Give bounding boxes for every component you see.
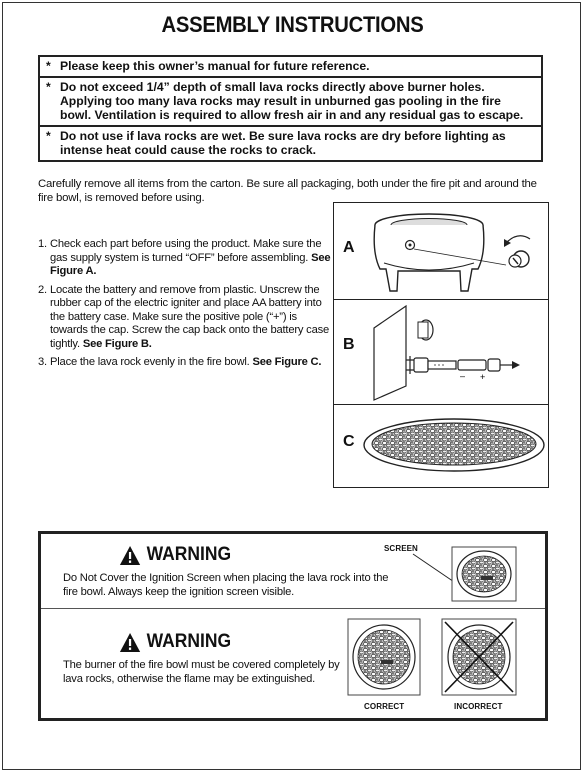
step-text: Place the lava rock evenly in the fire bowl. (50, 356, 253, 368)
step-text: Check each part before using the product. Make sure the gas supply system is turned “OFF” before assembling. (50, 238, 322, 264)
warning-triangle-icon (119, 545, 141, 566)
figures-panel (333, 202, 549, 488)
step-list (38, 238, 333, 375)
warning-heading-text: WARNING (146, 544, 232, 565)
warning-text: The burner of the fire bowl must be covered completely by lava rocks, otherwise the flame may be extinguished. (63, 659, 340, 685)
figure-label: A (343, 239, 355, 256)
figure-label: C (343, 433, 355, 450)
screen-bowl-illustration (451, 546, 517, 602)
figure-label: B (343, 336, 355, 353)
step-item (38, 284, 333, 352)
note-marker: * (46, 80, 51, 94)
notes-box (38, 55, 543, 162)
lava-rock-bowl-illustration (334, 405, 548, 487)
step-text: Locate the battery and remove from plastic. Unscrew the rubber cap of the electric igniter and place AA battery into the battery case. Make sure the positive pole (“+”) is towards the cap. Screw the cap back onto the battery case tightly. (50, 283, 330, 350)
note-marker: * (46, 59, 51, 73)
note-item (40, 125, 541, 160)
note-item (40, 57, 541, 76)
note-text: Please keep this owner’s manual for future reference. (60, 59, 370, 73)
fire-pit-illustration (334, 203, 548, 299)
figure-b (334, 300, 548, 405)
step-number: 3. (38, 356, 47, 368)
control-knob-icon (509, 251, 529, 267)
battery-igniter-illustration (334, 300, 548, 404)
warning-triangle-icon (119, 632, 141, 653)
correct-bowl-illustration (347, 618, 421, 698)
minus-sign: – (460, 371, 466, 381)
figure-ref: See Figure A. (50, 251, 331, 277)
plus-sign: + (480, 372, 486, 382)
warning-heading-text: WARNING (146, 631, 232, 652)
warning-heading (119, 631, 231, 653)
warnings-box (38, 531, 548, 721)
figure-ref: See Figure B. (82, 337, 152, 350)
incorrect-bowl-illustration (441, 618, 517, 698)
figure-c (334, 405, 548, 487)
note-text: Do not exceed 1/4” depth of small lava rocks directly above burner holes. Applying too many lava rocks may result in unburned gas pooling in the fire bowl. Ventilation is required to allow fresh air in and any residual gas to escape. (60, 80, 524, 122)
note-text: Do not use if lava rocks are wet. Be sure lava rocks are dry before lighting as intense heat could cause the rocks to crack. (60, 129, 506, 157)
figure-ref: See Figure C. (252, 356, 322, 368)
step-number: 2. (38, 283, 47, 296)
step-item (38, 356, 333, 370)
step-number: 1. (38, 238, 47, 250)
note-item (40, 76, 541, 125)
incorrect-caption: INCORRECT (454, 702, 503, 711)
step-body (50, 238, 333, 279)
intro-paragraph: Carefully remove all items from the carton. Be sure all packaging, both under the fire pit and around the fire bowl, is removed before using. (38, 178, 537, 204)
step-item (38, 238, 333, 279)
warning-divider (41, 608, 545, 609)
page-title: ASSEMBLY INSTRUCTIONS (161, 12, 424, 37)
correct-caption: CORRECT (364, 702, 405, 711)
note-marker: * (46, 129, 51, 143)
step-body (50, 284, 333, 352)
screen-callout-label: SCREEN (384, 544, 418, 553)
warning-heading (119, 544, 231, 566)
step-body (50, 356, 321, 370)
warning-text: Do Not Cover the Ignition Screen when placing the lava rock into the fire bowl. Always keep the ignition screen visible. (63, 572, 389, 598)
figure-a (334, 203, 548, 300)
